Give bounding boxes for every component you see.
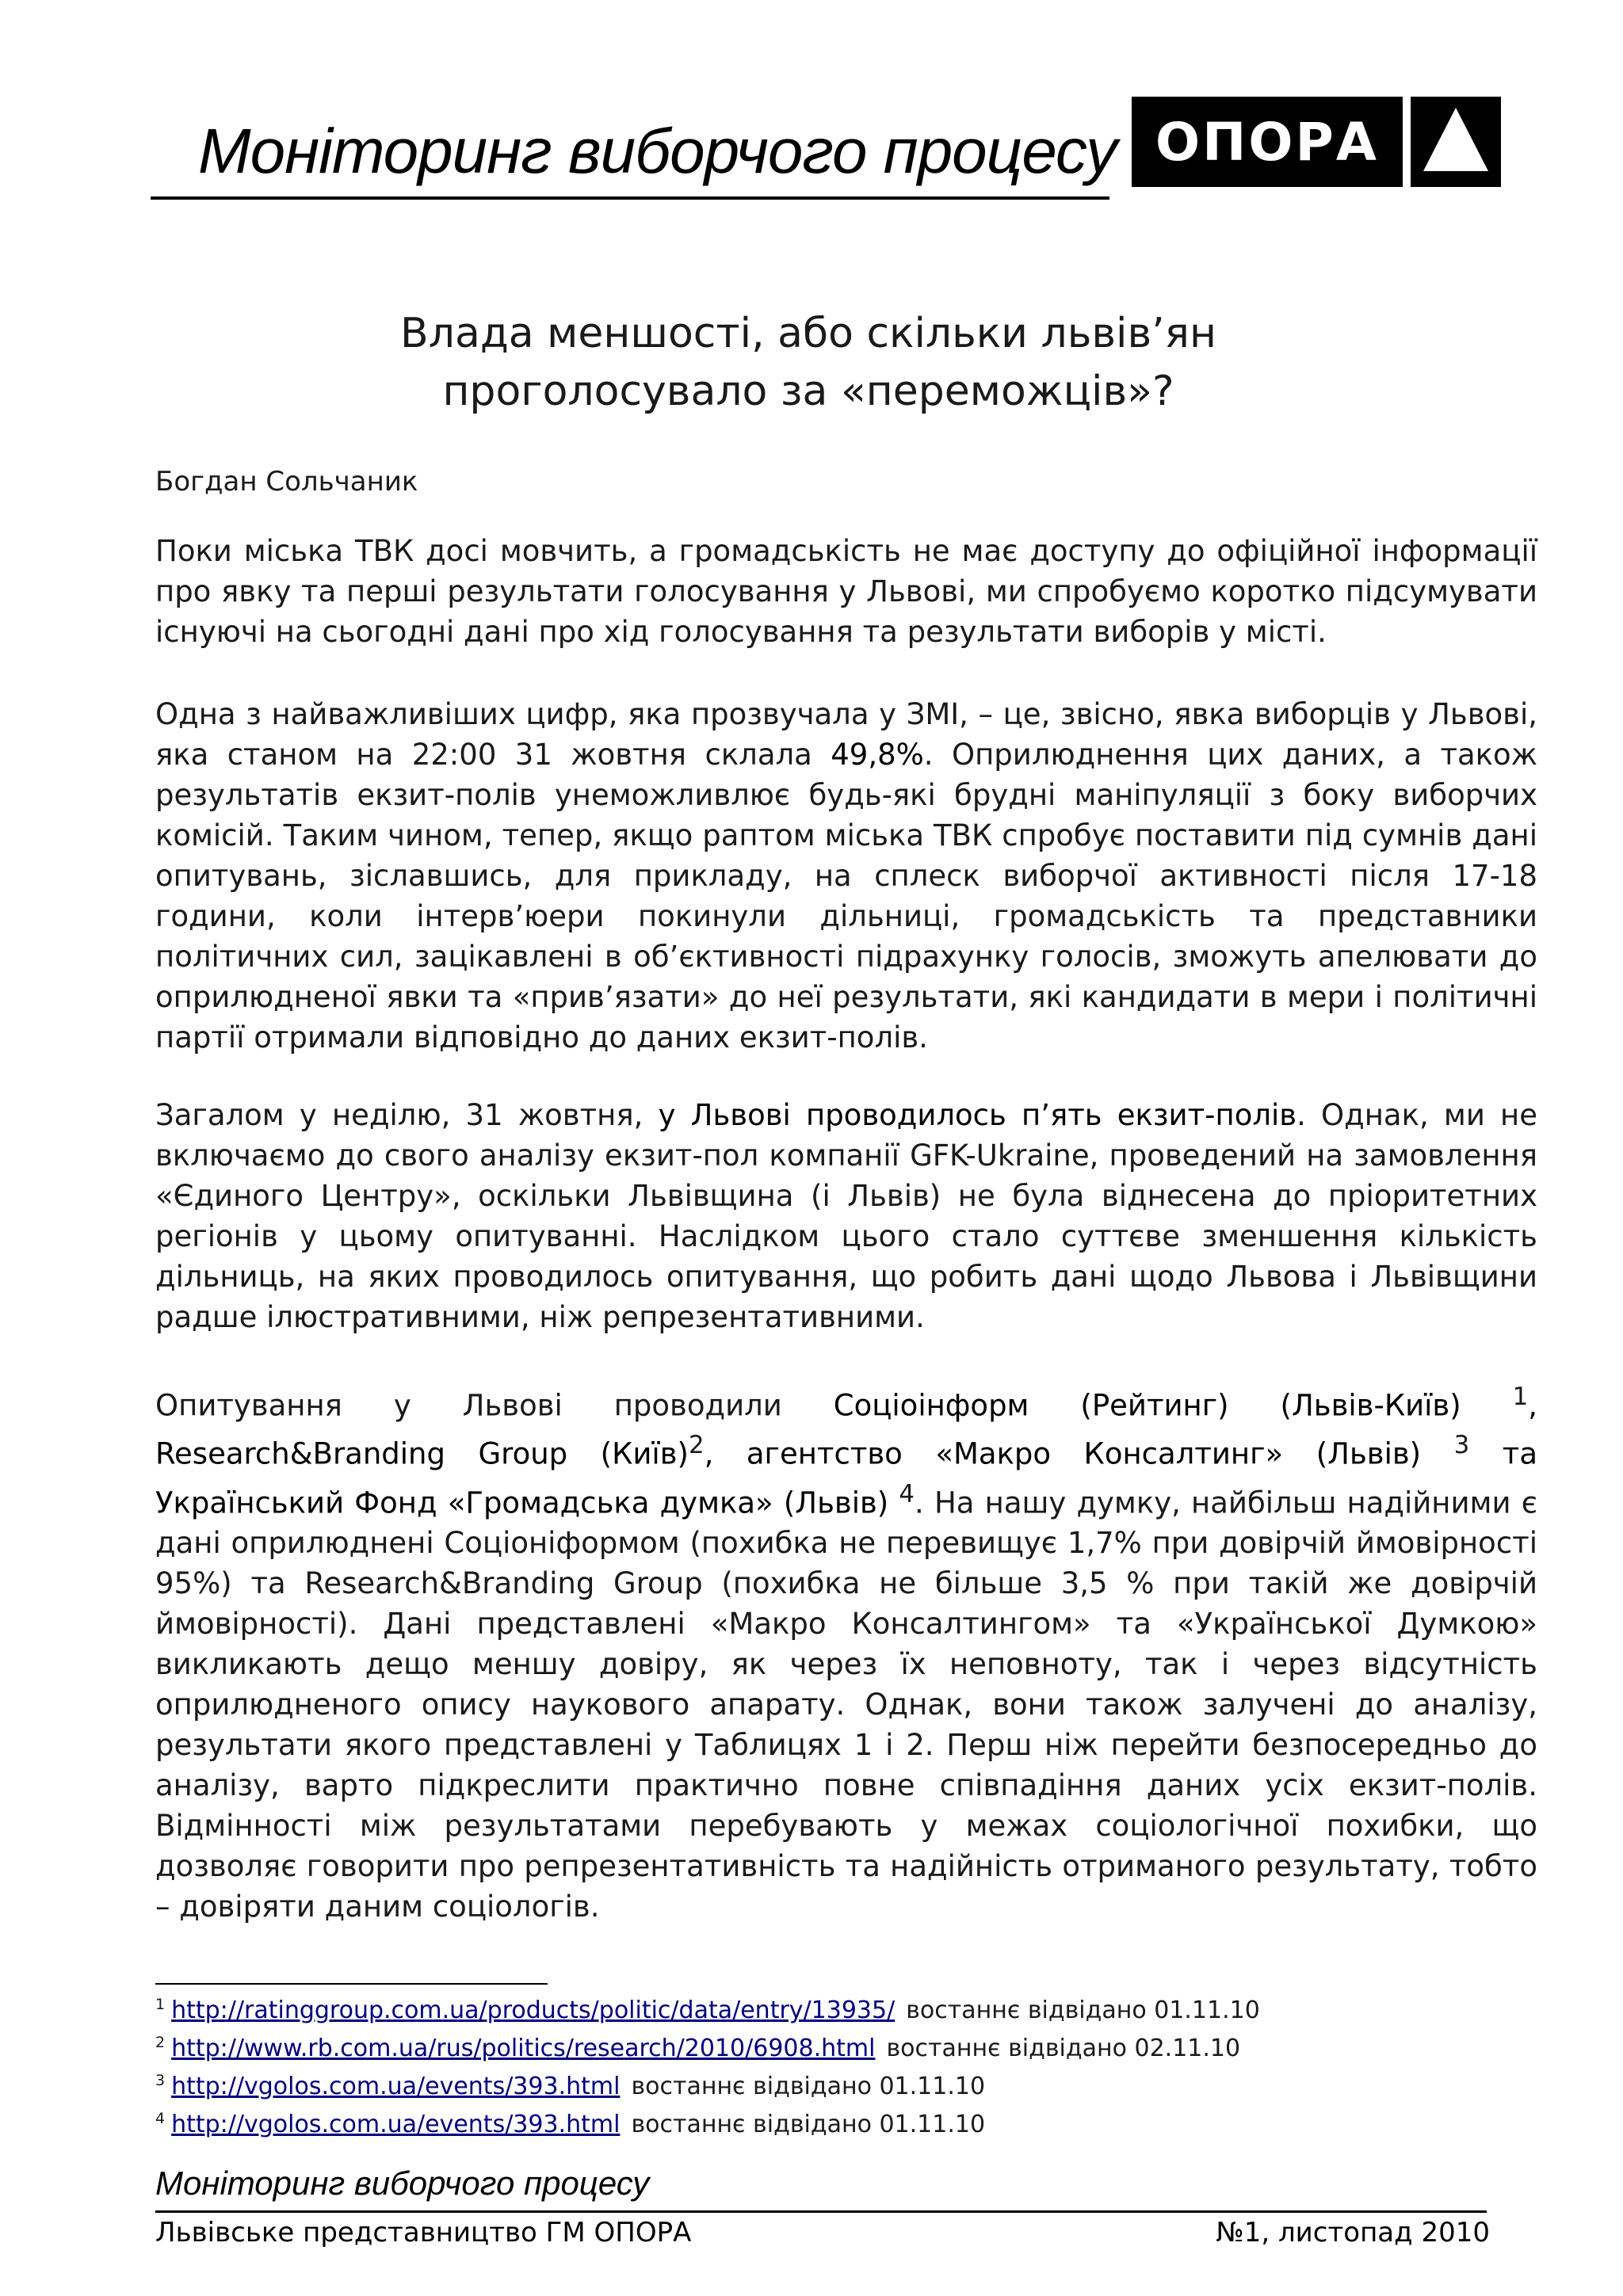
footnote-link-3[interactable]: http://vgolos.com.ua/events/393.html: [171, 2073, 621, 2100]
paragraph-2: Одна з найважливіших цифр, яка прозвучала у ЗМІ, – це, звісно, явка виборців у Львові, яка станом на 22:00 31 жовтня склала 49,8%. Оприлюднення цих даних, а також результатів екзит-полів унеможливлює будь-які брудні маніпуляції з боку виборчих комісій. Таким чином, тепер, якщо раптом міська ТВК спробує поставити під сумнів дані опитувань, зіславшись, для прикладу, на сплеск виборчої активності після 17-18 години, коли інтерв’юери покинули дільниці, громадськість та представники політичних сил, зацікавлені в об’єктивності підрахунку голосів, зможуть апелювати до оприлюдненої явки та «прив’язати» до неї результати, які кандидати в мери і політичні партії отримали відповідно до даних екзит-полів.: [155, 697, 1537, 1055]
paragraph-1: Поки міська ТВК досі мовчить, а громадськість не має доступу до офіційної інформації про явку та перші результати голосування у Львові, ми спробуємо коротко підсумувати існуючі на сьогодні дані про хід голосування та результати виборів у місті.: [155, 534, 1537, 649]
logo-text: ОПОРА: [1132, 97, 1403, 187]
footnotes: [155, 1989, 1537, 2141]
pollster-rb-group: , Research&Branding Group (Київ): [155, 1388, 1537, 1471]
header-divider: [151, 196, 1109, 200]
footnote-link-4[interactable]: http://vgolos.com.ua/events/393.html: [171, 2111, 621, 2138]
footer-divider: [155, 2210, 1487, 2213]
pollster-sociinform: Соціоінформ (Рейтинг) (Львів-Київ): [833, 1388, 1513, 1423]
footnote-ref-3[interactable]: 3: [1453, 1431, 1470, 1460]
footnote-ref-1[interactable]: 1: [1512, 1383, 1529, 1411]
triangle-logo-icon: [1411, 97, 1501, 187]
footnote-link-1[interactable]: http://ratinggroup.com.ua/products/politic/data/entry/13935/: [171, 1997, 896, 2024]
pollster-hromadska-dumka: та Український Фонд «Громадська думка» (Львів): [155, 1436, 1537, 1520]
footnote-ref-2[interactable]: 2: [688, 1431, 705, 1460]
footnote-divider: [155, 1983, 548, 1985]
footnote-3: $^3$ http://vgolos.com.ua/events/393.html востаннє відвідано 01.11.10: [155, 2072, 986, 2100]
header-title: Моніторинг виборчого процесу: [198, 116, 1117, 186]
paragraph-4: Опитування у Львові проводили Соціоінформ (Рейтинг) (Львів-Київ) $^1$, Research&Branding Group (Київ)$^2$, агентство «Макро Консалтинг» (Львів) $^3$ та Український Фонд «Громадська думка» (Львів) $^4$. На нашу думку, найбільш надійними є дані оприлюднені Соціоніформом (похибка не перевищує 1,7% при довірчій ймовірності 95%) та Research&Branding Group (похибка не більше 3,5 % при такій же довірчій ймовірності). Дані представлені «Макро Консалтингом» та «Української Думкою» викликають дещо меншу довіру, як через їх неповноту, так і через відсутність оприлюдненого опису наукового апарату. Однак, вони також залучені до аналізу, результати якого представлені у Таблицях 1 і 2. Перш ніж перейти безпосередньо до аналізу, варто підкреслити практично повне співпадіння даних усіх екзит-полів. Відмінності між результатами перебувають у межах соціологічної похибки, що дозволяє говорити про репрезентативність та надійність отриманого результату, тобто – довіряти даним соціологів.: [155, 1383, 1537, 1924]
footnote-ref-4[interactable]: 4: [899, 1479, 915, 1508]
turnout-highlight: 49,8%: [831, 738, 924, 772]
article-author: Богдан Сольчаник: [155, 466, 418, 498]
footnote-link-2[interactable]: http://www.rb.com.ua/rus/politics/research/2010/6908.html: [171, 2035, 876, 2062]
footnote-1: $^1$ http://ratinggroup.com.ua/products/politic/data/entry/13935/ востаннє відвідано 01.11.10: [155, 1996, 1260, 2024]
footer-title: Моніторинг виборчого процесу: [155, 2164, 650, 2202]
footer-organization: Львівське представництво ГМ ОПОРА: [155, 2217, 692, 2248]
footer-issue: №1, листопад 2010: [1216, 2217, 1490, 2248]
pollster-makro: , агентство «Макро Консалтинг» (Львів): [704, 1436, 1454, 1471]
paragraph-3: Загалом у неділю, 31 жовтня, у Львові проводилось п’ять екзит-полів. Однак, ми не включаємо до свого аналізу екзит-пол компанії GFK-Ukraine, проведений на замовлення «Єдиного Центру», оскільки Львівщина (і Львів) не була віднесена до пріоритетних регіонів у цьому опитуванні. Наслідком цього стало суттєве зменшення кількість дільниць, на яких проводилось опитування, що робить дані щодо Львова і Львівщини радше ілюстративними, ніж репрезентативними.: [155, 1098, 1538, 1334]
article-title: Влада меншості, або скільки львів’ян проголосувало за «переможців»?: [400, 310, 1216, 415]
opora-logo: [1132, 97, 1501, 187]
footnote-4: $^4$ http://vgolos.com.ua/events/393.html востаннє відвідано 01.11.10: [155, 2110, 986, 2138]
exit-polls-highlight: у Львові проводилось п’ять екзит-полів: [658, 1098, 1297, 1132]
footnote-2: $^2$ http://www.rb.com.ua/rus/politics/research/2010/6908.html востаннє відвідано 02.11.10: [155, 2034, 1241, 2062]
